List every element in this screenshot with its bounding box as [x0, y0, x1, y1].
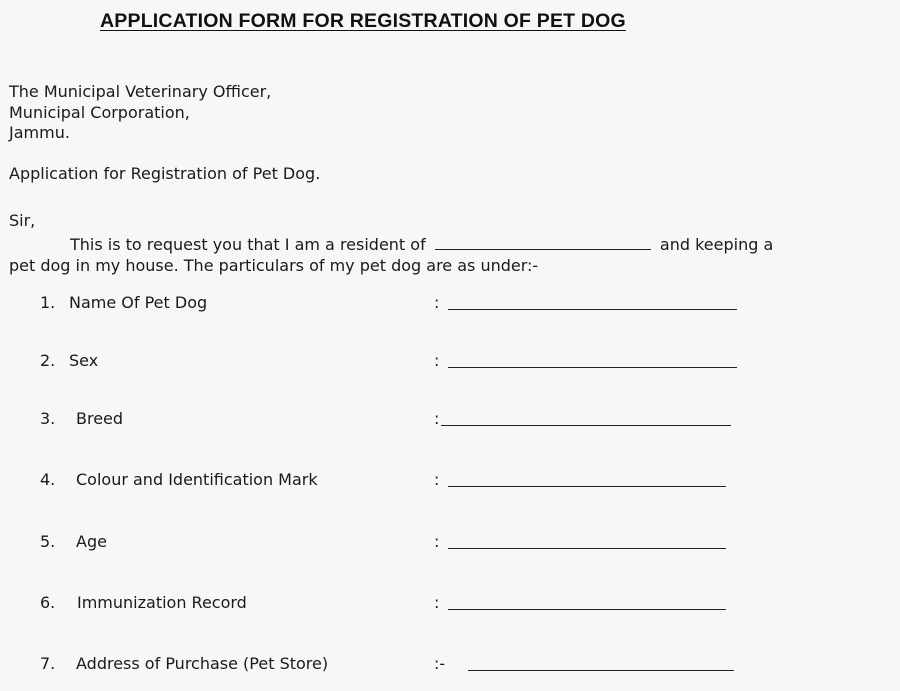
item-number: 2.	[40, 351, 56, 370]
body-paragraph-line-1	[70, 235, 773, 255]
item-label: Address of Purchase (Pet Store)	[76, 654, 329, 673]
item-separator: :	[434, 409, 440, 428]
form-item-immunization-record	[0, 593, 900, 615]
item-label: Immunization Record	[77, 593, 247, 612]
form-item-name-of-pet-dog	[0, 293, 900, 315]
body-text-part-2: and keeping a	[659, 235, 774, 254]
item-label: Age	[76, 532, 107, 551]
item-separator: :	[434, 593, 440, 612]
breed-blank[interactable]	[441, 425, 731, 426]
form-item-breed	[0, 409, 900, 431]
form-title: APPLICATION FORM FOR REGISTRATION OF PET DOG	[100, 10, 626, 32]
item-separator: :	[434, 293, 440, 312]
salutation: Sir,	[9, 211, 36, 230]
form-item-address-of-purchase	[0, 654, 900, 676]
item-number: 3.	[40, 409, 56, 428]
item-label: Colour and Identification Mark	[76, 470, 318, 489]
item-separator: :	[434, 532, 440, 551]
age-blank[interactable]	[448, 548, 726, 549]
resident-of-blank[interactable]	[435, 235, 651, 250]
item-number: 7.	[40, 654, 56, 673]
body-text-part-1: This is to request you that I am a resident of	[70, 235, 426, 254]
item-number: 5.	[40, 532, 56, 551]
form-item-sex	[0, 351, 900, 373]
body-paragraph-line-2: pet dog in my house. The particulars of my pet dog are as under:-	[9, 256, 539, 275]
item-separator: :	[434, 351, 440, 370]
item-number: 4.	[40, 470, 56, 489]
subject-line: Application for Registration of Pet Dog.	[9, 164, 321, 183]
form-item-colour-identification-mark	[0, 470, 900, 492]
name-of-pet-dog-blank[interactable]	[448, 309, 737, 310]
address-of-purchase-blank[interactable]	[468, 670, 734, 671]
item-number: 1.	[40, 293, 56, 312]
sex-blank[interactable]	[448, 367, 737, 368]
item-separator: :	[434, 470, 440, 489]
address-line-1: The Municipal Veterinary Officer,	[9, 82, 272, 101]
colour-identification-mark-blank[interactable]	[448, 486, 726, 487]
item-label: Name Of Pet Dog	[69, 293, 208, 312]
form-item-age	[0, 532, 900, 554]
item-number: 6.	[40, 593, 56, 612]
item-label: Sex	[69, 351, 99, 370]
item-label: Breed	[76, 409, 124, 428]
item-separator: :-	[434, 654, 446, 673]
address-line-3: Jammu.	[9, 123, 70, 142]
immunization-record-blank[interactable]	[448, 609, 726, 610]
address-line-2: Municipal Corporation,	[9, 103, 190, 122]
